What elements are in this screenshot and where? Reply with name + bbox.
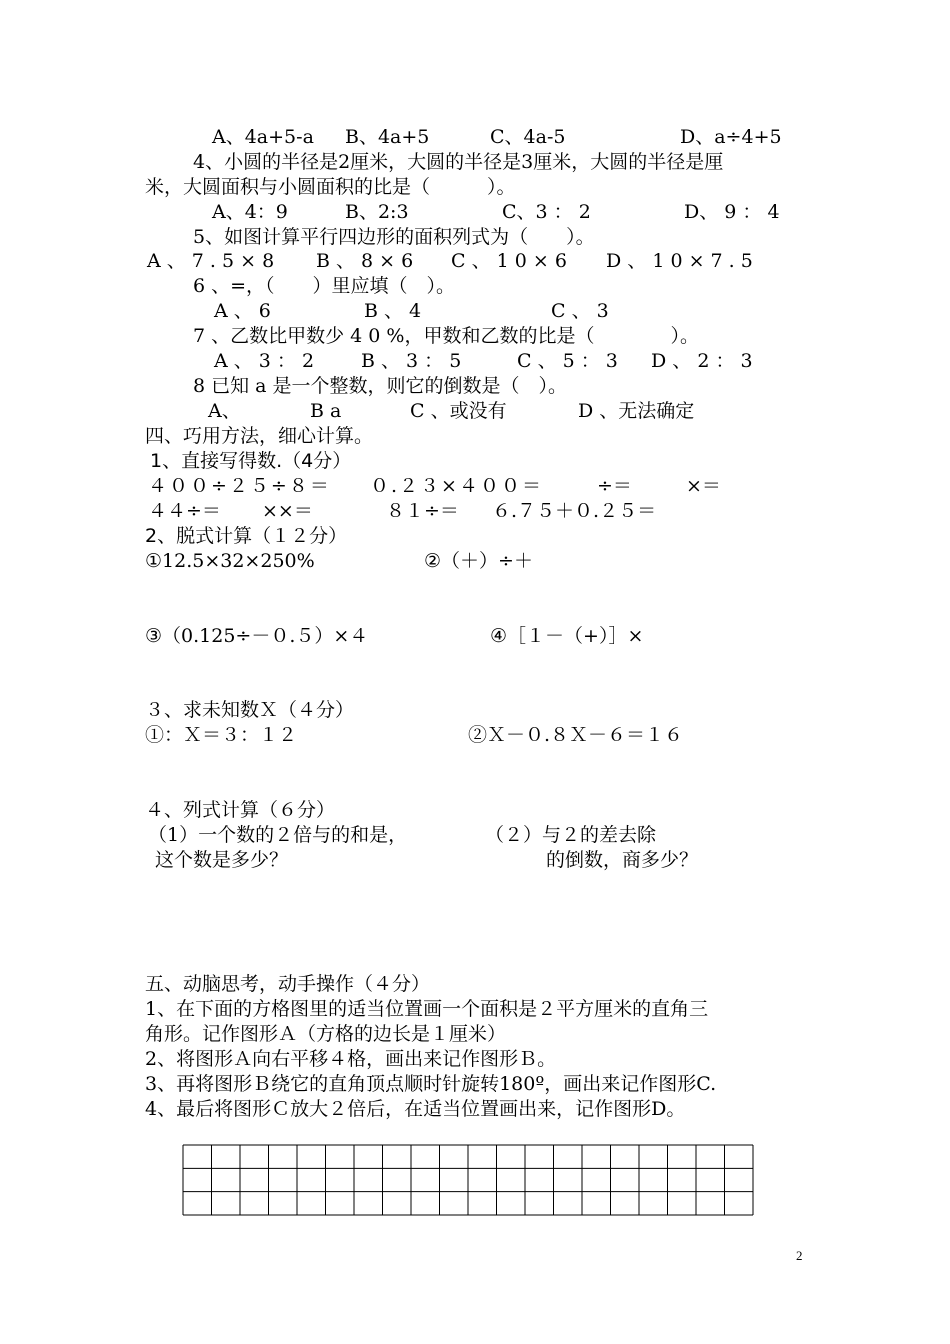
section5-title: 五、动脑思考，动手操作（４分） <box>145 973 431 995</box>
q5-option-b: B 、 8 × 6 <box>316 250 414 272</box>
q5-option-a: A 、 7 . 5 × 8 <box>147 250 275 272</box>
q5-option-d: D 、 1 0 × 7 . 5 <box>606 250 753 272</box>
s4-sub2-item4: ④［１－（+）］× <box>490 625 644 647</box>
q4-stem-line2: 米，大圆面积与小圆面积的比是（ ）。 <box>145 176 516 198</box>
section4-title: 四、巧用方法，细心计算。 <box>145 425 374 447</box>
q7-option-b: B 、 3 ： 5 <box>361 350 462 372</box>
q7-option-d: D 、 2 ： 3 <box>651 350 753 372</box>
q7-option-a: A 、 3 ： 2 <box>214 350 315 372</box>
s4-sub1-title: 1、直接写得数.（4分） <box>150 450 352 472</box>
s4-sub3-item1: ①：Ｘ＝３：１２ <box>145 724 298 746</box>
s4-sub4-item1-line1: （1）一个数的２倍与的和是， <box>148 824 408 846</box>
q4-option-b: B、2:3 <box>345 201 409 223</box>
s4-sub1-row2-item4: ６.７５＋０.２５＝ <box>492 500 657 522</box>
q7-option-c: C 、 5 ： 3 <box>517 350 618 372</box>
s4-sub2-item1: ①12.5×32×250% <box>145 550 315 572</box>
s4-sub1-row1-item2: ０.２３×４００＝ <box>370 475 543 497</box>
q6-option-b: B 、 4 <box>364 300 422 322</box>
q6-option-c: C 、 3 <box>551 300 609 322</box>
q6-option-a: A 、 6 <box>214 300 271 322</box>
q5-stem: 5、如图计算平行四边形的面积列式为（ ）。 <box>193 226 595 248</box>
q8-option-d: D 、无法确定 <box>578 400 695 422</box>
s5-line-1: 1、在下面的方格图里的适当位置画一个面积是２平方厘米的直角三 <box>145 998 709 1020</box>
s4-sub2-item2: ②（＋）÷＋ <box>424 550 533 572</box>
q3-option-c: C、4a-5 <box>490 126 566 148</box>
q4-option-d: D、 9 ： 4 <box>684 201 780 223</box>
q4-option-c: C、3 ： 2 <box>502 201 591 223</box>
s4-sub4-title: ４、列式计算（６分） <box>145 799 336 821</box>
square-grid[interactable] <box>182 1144 754 1216</box>
q4-stem-line1: 4、小圆的半径是2厘米，大圆的半径是3厘米，大圆的半径是厘 <box>193 151 724 173</box>
q6-stem: 6 、=，（ ）里应填（ ）。 <box>193 275 456 297</box>
q3-option-a: A、4a+5-a <box>212 126 314 148</box>
s4-sub4-item1-line2: 这个数是多少？ <box>155 849 289 871</box>
s5-line-2: 角形。记作图形Ａ（方格的边长是１厘米） <box>145 1023 507 1045</box>
s4-sub3-title: ３、求未知数Ｘ（４分） <box>145 699 355 721</box>
q3-option-b: B、4a+5 <box>345 126 430 148</box>
s5-line-5: 4、最后将图形Ｃ放大２倍后，在适当位置画出来，记作图形D。 <box>145 1098 686 1120</box>
s4-sub3-item2: ②Ｘ－０.８Ｘ－６＝１６ <box>468 724 684 746</box>
s5-line-4: 3、再将图形Ｂ绕它的直角顶点顺时针旋转180º，画出来记作图形C. <box>145 1073 717 1095</box>
s4-sub1-row1-item4: ×＝ <box>686 475 721 497</box>
s4-sub1-row2-item2: ××＝ <box>262 500 313 522</box>
q8-option-c: C 、或没有 <box>410 400 507 422</box>
q3-option-d: D、a÷4+5 <box>680 126 782 148</box>
s4-sub1-row2-item3: ８１÷＝ <box>386 500 459 522</box>
s4-sub2-item3: ③（0.125÷－０.５）×４ <box>145 625 369 647</box>
s4-sub1-row1-item3: ÷＝ <box>597 475 632 497</box>
q7-stem: 7 、乙数比甲数少 4 0 %，甲数和乙数的比是（ ）。 <box>193 325 699 347</box>
s4-sub2-title: 2、脱式计算（１２分） <box>145 525 348 547</box>
q4-option-a: A、4：9 <box>212 201 288 223</box>
s4-sub1-row2-item1: ４４÷＝ <box>148 500 221 522</box>
q8-option-b: B a <box>310 400 342 422</box>
s4-sub4-item2-line2: 的倒数，商多少？ <box>546 849 699 871</box>
s4-sub1-row1-item1: ４００÷２５÷８＝ <box>148 475 331 497</box>
q5-option-c: C 、 1 0 × 6 <box>451 250 567 272</box>
q8-stem: 8 已知 a 是一个整数，则它的倒数是（ ）。 <box>193 375 568 397</box>
s5-line-3: 2、将图形Ａ向右平移４格，画出来记作图形Ｂ。 <box>145 1048 557 1070</box>
page-number: 2 <box>796 1248 803 1263</box>
q8-option-a: A、 <box>208 400 241 422</box>
s4-sub4-item2-line1: （２）与２的差去除 <box>485 824 657 846</box>
